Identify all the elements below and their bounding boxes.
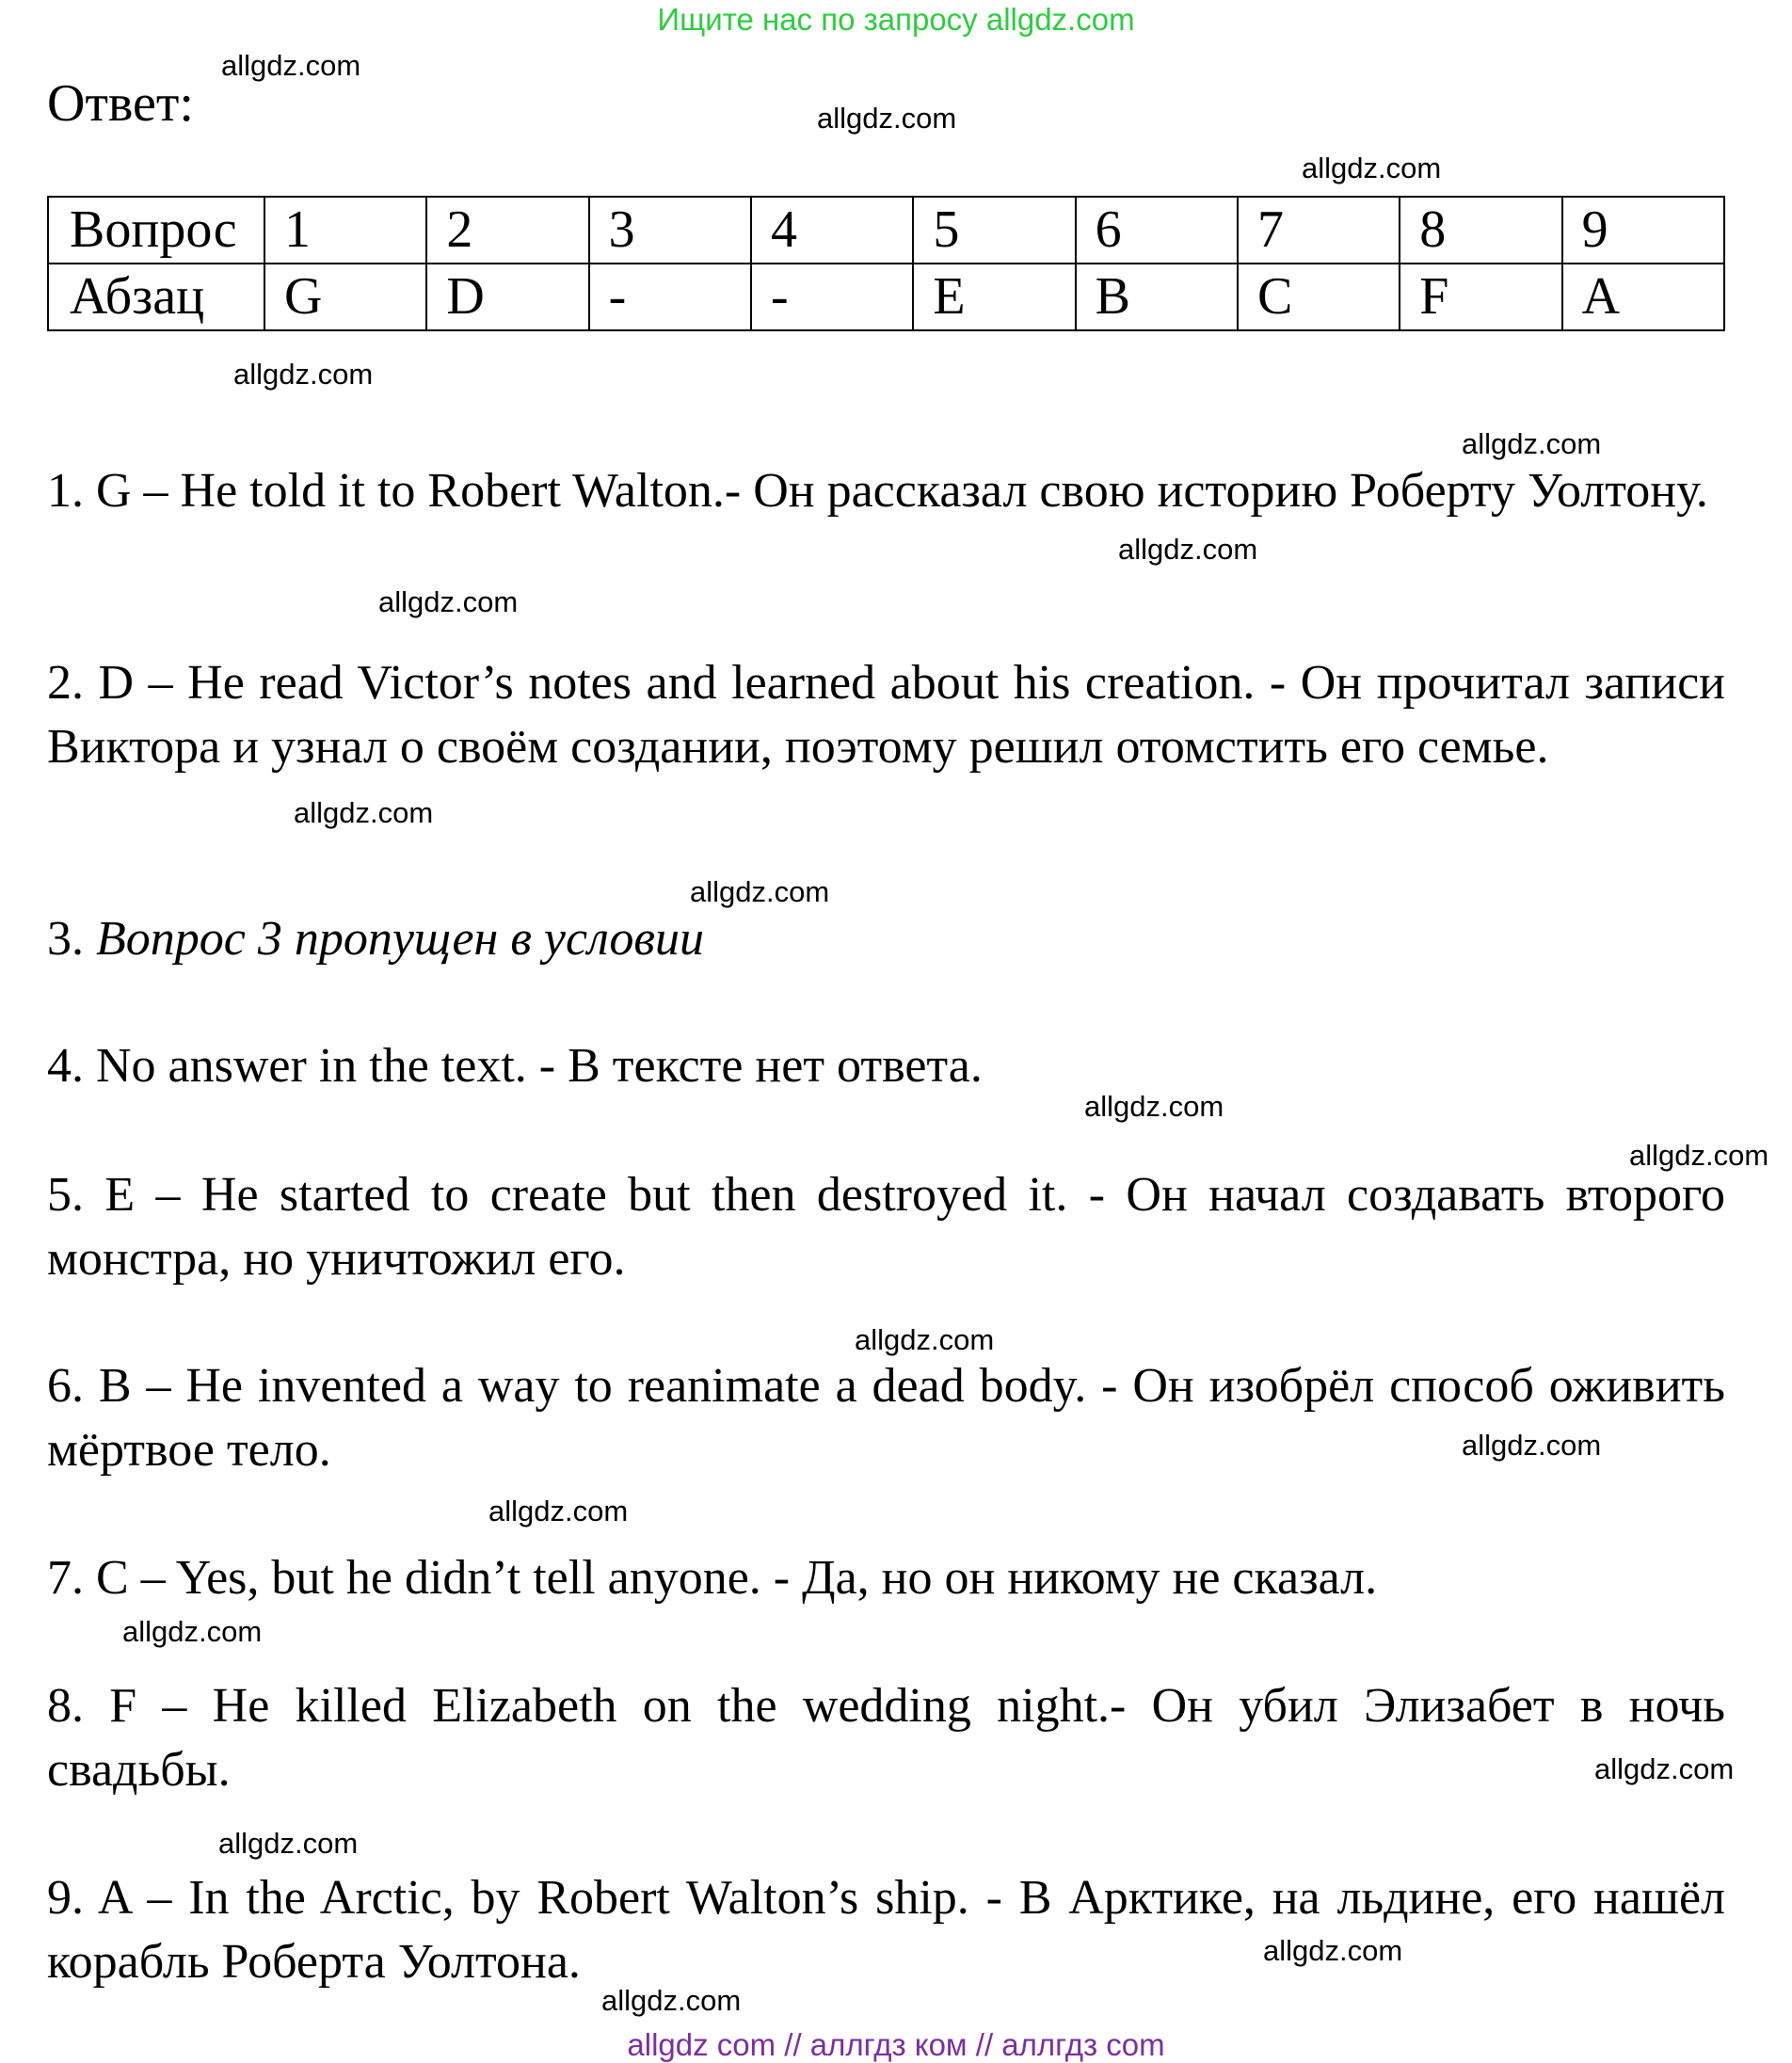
watermark: allgdz.com	[1462, 1429, 1602, 1462]
watermark: allgdz.com	[601, 1984, 742, 2017]
paragraph-cell: E	[913, 264, 1075, 330]
question-cell: 9	[1562, 197, 1724, 264]
answer-4: 4. No answer in the text. - В тексте нет ответа.	[47, 1039, 983, 1093]
paragraph-cell: D	[426, 264, 588, 330]
watermark: allgdz.com	[233, 358, 374, 391]
watermark: allgdz.com	[1594, 1752, 1735, 1785]
paragraph-cell: F	[1400, 264, 1561, 330]
paragraph-row	[48, 264, 1724, 330]
row-label-paragraph: Абзац	[48, 264, 264, 330]
watermark: allgdz.com	[122, 1615, 263, 1648]
watermark: allgdz.com	[1302, 152, 1442, 184]
paragraph-cell: C	[1238, 264, 1400, 330]
watermark: allgdz.com	[690, 875, 830, 908]
answer-3-note: Вопрос 3 пропущен в условии	[96, 912, 704, 966]
answer-5: 5. E – He started to create but then destroyed it. - Он начал создавать второго монстра, но уничтожил его.	[47, 1168, 1725, 1286]
answer-table	[47, 196, 1725, 331]
paragraph-cell: -	[751, 264, 913, 330]
watermark: allgdz.com	[817, 102, 957, 135]
watermark: allgdz.com	[378, 585, 519, 618]
question-cell: 8	[1400, 197, 1561, 264]
paragraph-cell: A	[1562, 264, 1724, 330]
watermark: allgdz.com	[221, 49, 361, 82]
answer-3	[47, 907, 1725, 971]
watermark: allgdz.com	[1629, 1139, 1769, 1172]
answer-9: 9. A – In the Arctic, by Robert Walton’s ship. - В Арктике, на льдине, его нашёл корабль Роберта Уолтона.	[47, 1871, 1725, 1989]
top-banner: Ищите нас по запросу allgdz.com	[657, 2, 1135, 37]
question-cell: 6	[1076, 197, 1238, 264]
watermark: allgdz.com	[218, 1827, 359, 1860]
paragraph-cell: B	[1076, 264, 1238, 330]
answer-8: 8. F – He killed Elizabeth on the wedding night.- Он убил Элизабет в ночь свадьбы.	[47, 1679, 1725, 1797]
question-cell: 4	[751, 197, 913, 264]
question-cell: 1	[264, 197, 426, 264]
question-cell: 2	[426, 197, 588, 264]
watermark: allgdz.com	[294, 796, 434, 829]
question-row	[48, 197, 1724, 264]
question-cell: 7	[1238, 197, 1400, 264]
watermark: allgdz.com	[1084, 1090, 1224, 1123]
answer-1: 1. G – He told it to Robert Walton.- Он рассказал свою историю Роберту Уолтону.	[47, 464, 1708, 518]
watermark: allgdz.com	[488, 1495, 629, 1527]
answer-heading: Ответ:	[47, 74, 194, 133]
question-cell: 5	[913, 197, 1075, 264]
watermark: allgdz.com	[1462, 427, 1602, 460]
row-label-question: Вопрос	[48, 197, 264, 264]
answer-7: 7. C – Yes, but he didn’t tell anyone. - Да, но он никому не сказал.	[47, 1551, 1378, 1605]
footer-links: allgdz com // аллгдз ком // аллгдз com	[627, 2027, 1165, 2062]
answer-2: 2. D – He read Victor’s notes and learned about his creation. - Он прочитал записи Виктора и узнал о своём создании, поэтому решил отомстить его семье.	[47, 656, 1725, 774]
paragraph-cell: -	[589, 264, 751, 330]
question-cell: 3	[589, 197, 751, 264]
watermark: allgdz.com	[1263, 1934, 1403, 1967]
answer-6: 6. B – He invented a way to reanimate a dead body. - Он изобрёл способ оживить мёртвое тело.	[47, 1359, 1725, 1477]
watermark: allgdz.com	[855, 1323, 995, 1356]
paragraph-cell: G	[264, 264, 426, 330]
watermark: allgdz.com	[1118, 533, 1258, 566]
answer-3-number: 3.	[47, 912, 84, 966]
